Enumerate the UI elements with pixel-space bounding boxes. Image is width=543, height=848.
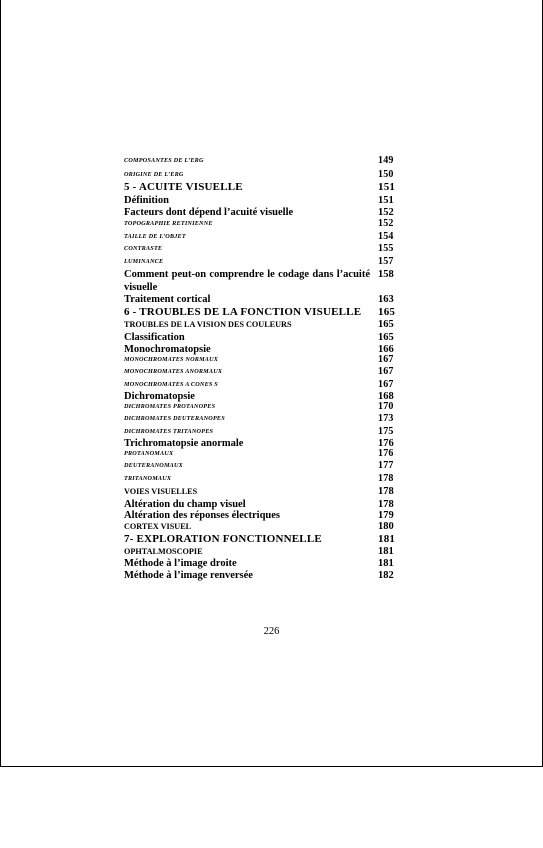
toc-entry-title: MONOCHROMATES NORMAUX: [124, 356, 219, 363]
toc-entry-title: PROTANOMAUX: [124, 450, 174, 457]
toc-entry: [124, 533, 398, 545]
toc-entry-page: 154: [378, 231, 394, 242]
toc-entry-page: 149: [378, 155, 394, 166]
toc-entry: [124, 207, 398, 218]
toc-entry: [124, 485, 398, 498]
toc-entry-page: 158: [378, 269, 394, 280]
toc-entry-page: 180: [378, 521, 394, 532]
toc-entry: [124, 425, 398, 439]
toc-entry: [124, 168, 398, 181]
toc-entry: [124, 448, 398, 460]
toc-entry-page: 176: [378, 448, 394, 459]
toc-entry-title: CONTRASTE: [124, 245, 163, 252]
toc-entry-title: TOPOGRAPHIE RETINIENNE: [124, 220, 213, 227]
toc-entry-page: 151: [378, 195, 394, 206]
toc-entry-title: Trichromatopsie anormale: [124, 438, 244, 449]
toc-entry-title: DEUTERANOMAUX: [124, 462, 183, 469]
toc-entry-title: Altération des réponses électriques: [124, 510, 281, 521]
toc-entry-page: 165: [378, 319, 394, 330]
toc-entry-title: Classification: [124, 332, 185, 343]
toc-entry-title: VOIES VISUELLES: [124, 487, 198, 496]
toc-entry-page: 152: [378, 207, 394, 218]
toc-entry-title: Méthode à l’image renversée: [124, 570, 253, 581]
toc-entry-page: 181: [378, 533, 396, 545]
toc-entry-page: 152: [378, 218, 394, 229]
toc-entry: [124, 545, 398, 558]
toc-entry-title: Dichromatopsie: [124, 391, 195, 402]
toc-entry: [124, 472, 398, 485]
toc-entry-page: 167: [378, 354, 394, 365]
toc-entry-title: 6 - TROUBLES DE LA FONCTION VISUELLE: [124, 306, 362, 318]
toc-entry-page: 166: [378, 344, 394, 355]
toc-entry: [124, 439, 398, 448]
toc-entry-page: 173: [378, 413, 394, 424]
toc-entry-title: MONOCHROMATES A CONES S: [124, 381, 218, 388]
toc-entry: [124, 319, 398, 331]
toc-entry: [124, 154, 398, 168]
toc-entry: [124, 345, 398, 354]
toc-entry: [124, 460, 398, 472]
toc-entry-page: 167: [378, 379, 394, 390]
toc-entry-page: 178: [378, 473, 394, 484]
toc-entry-title: Altération du champ visuel: [124, 499, 246, 510]
toc-entry: [124, 243, 398, 255]
toc-entry-page: 150: [378, 169, 394, 180]
toc-entry-title: OPHTALMOSCOPIE: [124, 547, 203, 556]
toc-entry: [124, 306, 398, 319]
toc-entry-page: 165: [378, 306, 396, 318]
toc-entry-page: 163: [378, 294, 394, 305]
table-of-contents: [124, 154, 398, 582]
toc-entry-page: 175: [378, 426, 394, 437]
toc-entry-page: 178: [378, 486, 394, 497]
toc-entry-page: 165: [378, 332, 394, 343]
toc-entry-title: Comment peut-on comprendre le codage dans l’acuité visuelle: [124, 269, 370, 293]
toc-entry-page: 168: [378, 391, 394, 402]
toc-entry: [124, 558, 398, 570]
toc-entry: [124, 230, 398, 243]
toc-entry: [124, 570, 398, 582]
toc-entry-page: 177: [378, 460, 394, 471]
toc-entry-page: 170: [378, 401, 394, 412]
toc-entry-page: 181: [378, 546, 394, 557]
toc-entry: [124, 401, 398, 413]
toc-entry: [124, 413, 398, 425]
toc-entry-title: CORTEX VISUEL: [124, 522, 192, 531]
toc-entry: [124, 218, 398, 230]
toc-entry-title: DICHROMATES DEUTERANOPES: [124, 415, 225, 422]
toc-entry-page: 178: [378, 499, 394, 510]
toc-entry-title: Définition: [124, 195, 169, 206]
toc-entry-title: Méthode à l’image droite: [124, 558, 237, 569]
toc-entry-title: TRITANOMAUX: [124, 475, 172, 482]
toc-entry-page: 182: [378, 570, 394, 581]
toc-entry-title: TROUBLES DE LA VISION DES COULEURS: [124, 320, 292, 329]
toc-entry: [124, 392, 398, 401]
toc-entry-title: DICHROMATES TRITANOPES: [124, 428, 214, 435]
toc-entry-title: DICHROMATES PROTANOPES: [124, 403, 216, 410]
toc-entry: [124, 354, 398, 366]
toc-entry: [124, 268, 398, 294]
toc-entry-title: LUMINANCE: [124, 258, 164, 265]
toc-entry-title: Traitement cortical: [124, 294, 211, 305]
toc-entry-page: 167: [378, 366, 394, 377]
toc-entry-title: 5 - ACUITE VISUELLE: [124, 181, 243, 193]
toc-entry: [124, 181, 398, 194]
toc-entry: [124, 294, 398, 306]
toc-entry-page: 157: [378, 256, 394, 267]
toc-entry-title: ORIGINE DE L’ERG: [124, 171, 184, 178]
toc-entry-title: 7- EXPLORATION FONCTIONNELLE: [124, 533, 322, 545]
toc-entry-title: Facteurs dont dépend l’acuité visuelle: [124, 207, 294, 218]
toc-entry-page: 176: [378, 438, 394, 449]
page-number: 226: [263, 626, 280, 637]
toc-entry: [124, 378, 398, 392]
toc-entry-title: MONOCHROMATES ANORMAUX: [124, 368, 223, 375]
toc-entry: [124, 366, 398, 378]
toc-entry-title: Monochromatopsie: [124, 344, 211, 355]
toc-entry-title: COMPOSANTES DE L’ERG: [124, 157, 204, 164]
toc-entry-page: 181: [378, 558, 394, 569]
toc-entry-title: TAILLE DE L’OBJET: [124, 233, 186, 240]
toc-entry: [124, 255, 398, 268]
toc-entry-page: 179: [378, 510, 394, 521]
toc-entry-page: 155: [378, 243, 394, 254]
toc-entry: [124, 520, 398, 533]
toc-entry: [124, 511, 398, 520]
toc-entry: [124, 331, 398, 345]
toc-entry: [124, 194, 398, 207]
toc-entry-page: 151: [378, 181, 396, 193]
